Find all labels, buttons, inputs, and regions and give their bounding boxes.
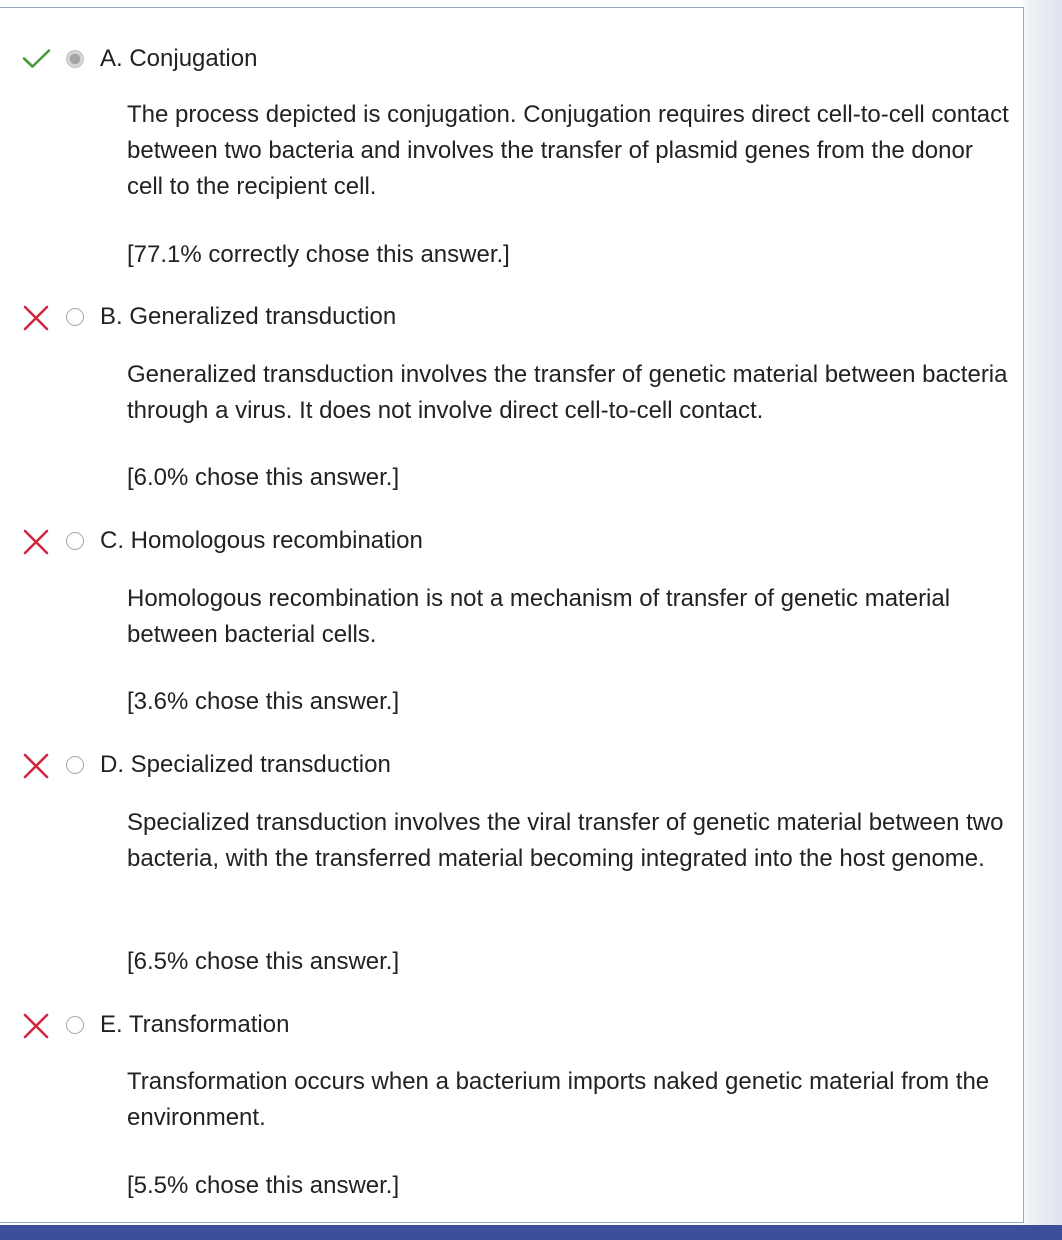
option-explanation: Homologous recombination is not a mechanism of transfer of genetic material between bacterial cells. bbox=[127, 585, 951, 648]
option-explanation: The process depicted is conjugation. Conjugation requires direct cell-to-cell contact between two bacteria and involves the transfer of plasmid genes from the donor cell to the recipient cell. bbox=[127, 101, 1009, 200]
option-stat: [6.5% chose this answer.] bbox=[127, 948, 400, 975]
option-label: A. Conjugation bbox=[100, 45, 258, 72]
answer-option-e bbox=[0, 1004, 1024, 1199]
answer-explanations-panel bbox=[0, 7, 1024, 1223]
x-icon bbox=[20, 524, 52, 556]
option-label: B. Generalized transduction bbox=[100, 303, 397, 330]
option-stat: [5.5% chose this answer.] bbox=[127, 1172, 400, 1199]
x-icon bbox=[20, 748, 52, 780]
option-label: D. Specialized transduction bbox=[100, 751, 391, 778]
option-explanation: Specialized transduction involves the viral transfer of genetic material between two bacteria, with the transferred material becoming integrated into the host genome. bbox=[127, 809, 1004, 872]
bottom-bar bbox=[0, 1225, 1062, 1240]
radio-button-d[interactable] bbox=[66, 756, 84, 774]
radio-button-b[interactable] bbox=[66, 308, 84, 326]
answer-option-a bbox=[0, 38, 1024, 268]
radio-button-c[interactable] bbox=[66, 532, 84, 550]
answer-option-d bbox=[0, 744, 1024, 975]
x-icon bbox=[20, 300, 52, 332]
radio-button-e[interactable] bbox=[66, 1016, 84, 1034]
option-explanation: Generalized transduction involves the transfer of genetic material between bacteria through a virus. It does not involve direct cell-to-cell contact. bbox=[127, 361, 1008, 424]
option-stat: [3.6% chose this answer.] bbox=[127, 688, 400, 715]
option-explanation: Transformation occurs when a bacterium imports naked genetic material from the environment. bbox=[127, 1068, 990, 1131]
x-icon bbox=[20, 1008, 52, 1040]
answer-option-b bbox=[0, 296, 1024, 491]
check-icon bbox=[20, 42, 52, 74]
answer-option-c bbox=[0, 520, 1024, 715]
option-stat: [6.0% chose this answer.] bbox=[127, 464, 400, 491]
option-label: E. Transformation bbox=[100, 1011, 290, 1038]
radio-button-a[interactable] bbox=[66, 50, 84, 68]
option-stat: [77.1% correctly chose this answer.] bbox=[127, 241, 510, 268]
option-label: C. Homologous recombination bbox=[100, 527, 423, 554]
